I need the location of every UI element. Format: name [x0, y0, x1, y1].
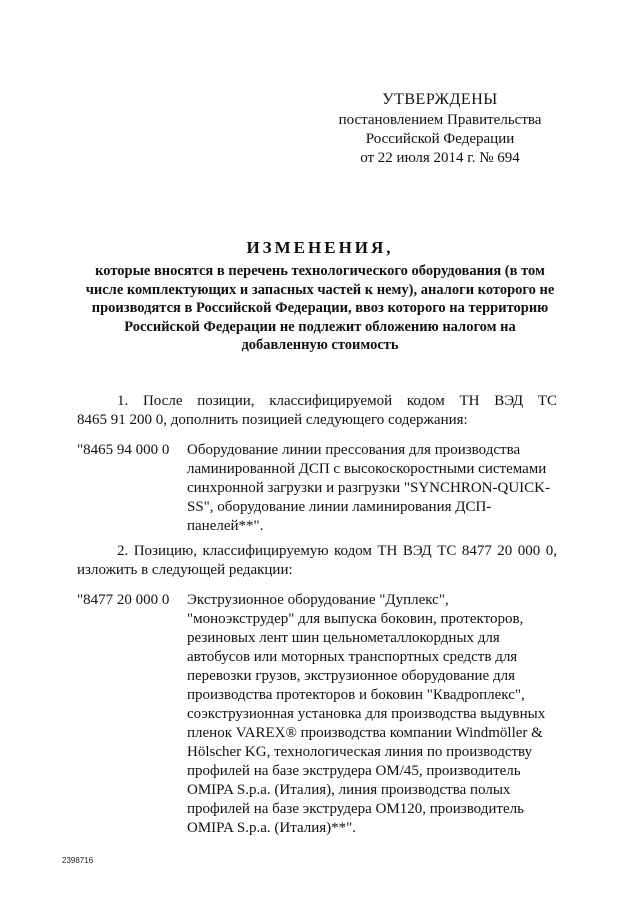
- entry-description: Оборудование линии прессования для производства ламинированной ДСП с высокоскоростными системами синхронной загрузки и разгрузки "SYNCHRON-QUICK-SS", оборудование линии ламинирования ДСП-панелей**".: [187, 442, 551, 534]
- entry-code: "8465 94 000 0: [77, 442, 170, 458]
- approval-line: Российской Федерации: [365, 131, 515, 147]
- item-intro-rest: 8465 91 200 0, дополнить позицией следующего содержания:: [77, 412, 468, 428]
- item-intro-first-line: 1. После позиции, классифицируемой кодом ТН ВЭД ТС: [117, 393, 557, 409]
- item-intro-first-line: 2. Позицию, классифицируемую кодом ТН ВЭД ТС 8477 20 000 0,: [117, 543, 557, 559]
- approval-line: постановлением Правительства: [338, 112, 542, 128]
- document-title: ИЗМЕНЕНИЯ,: [246, 238, 394, 257]
- approval-date: от 22 июля 2014 г. № 694: [360, 150, 520, 166]
- item-intro: [77, 392, 557, 430]
- item-intro-rest: изложить в следующей редакции:: [77, 562, 293, 578]
- entry-code: "8477 20 000 0: [77, 592, 170, 608]
- document-subtitle: которые вносятся в перечень технологического оборудования (в том числе комплектующих и запасных частей к нему), аналоги которого не производятся в Российской Федерации, ввоз которого на территорию Российской Федерации не подлежит обложению налогом на добавленную стоимость: [85, 263, 555, 353]
- approval-block: [330, 90, 550, 168]
- entry-description: Экструзионное оборудование "Дуплекс", "моноэкструдер" для выпуска боковин, протекторов, резиновых лент шин цельнометаллокордных для автобусов или моторных транспортных средств для перевозки грузов, экструзионное оборудование для производства протекторов и боковин "Квадроплекс", соэкструзионная установка для производства выдувных пленок VAREX® производства компании Windmöller & Hölscher KG, технологическая линия по производству профилей на базе экструдера OM/45, производитель OMIPA S.p.a. (Италия), линия производства полых профилей на базе экструдера OM120, производитель OMIPA S.p.a. (Италия)**".: [187, 592, 546, 836]
- item-intro: [77, 542, 557, 580]
- document-number: 2398716: [62, 856, 94, 865]
- approval-heading: УТВЕРЖДЕНЫ: [382, 91, 498, 108]
